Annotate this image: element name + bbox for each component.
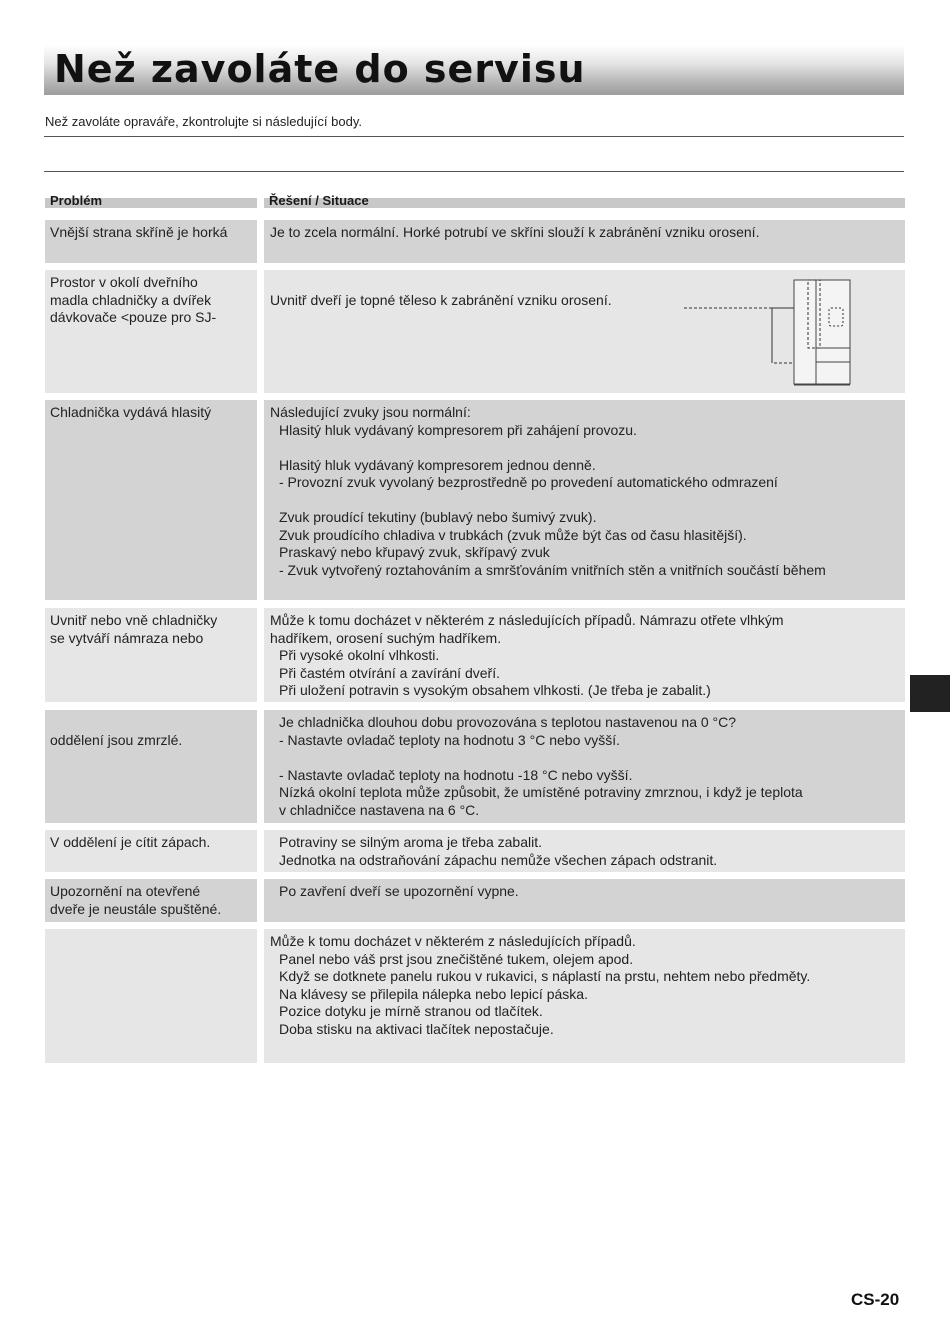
- solution-line: Následující zvuky jsou normální:: [270, 404, 471, 420]
- solution-line: Na klávesy se přilepila nálepka nebo lepicí páska.: [279, 985, 588, 1002]
- table-row-solution: [264, 879, 905, 922]
- page-number: CS-20: [851, 1290, 900, 1309]
- table-row-solution: [264, 710, 905, 823]
- solution-line: Potraviny se silným aroma je třeba zabalit.: [279, 834, 542, 850]
- solution-line: Zvuk proudícího chladiva v trubkách (zvuk může být čas od času hlasitější).: [279, 526, 747, 543]
- table-row-solution: [264, 929, 905, 1063]
- solution-line: Uvnitř dveří je topné těleso k zabránění vzniku orosení.: [270, 291, 612, 308]
- page-title: Než zavoláte do servisu: [54, 47, 586, 91]
- solution-line: hadříkem, orosení suchým hadříkem.: [270, 629, 502, 646]
- problem-line: Upozornění na otevřené: [50, 883, 201, 899]
- problem-line: oddělení jsou zmrzlé.: [50, 731, 183, 748]
- column-header-solution: [264, 193, 905, 208]
- table-row-problem: [45, 220, 257, 263]
- solution-line: Po zavření dveří se upozornění vypne.: [279, 883, 519, 899]
- solution-line: Při vysoké okolní vlhkosti.: [279, 647, 440, 663]
- solution-line: [270, 749, 899, 767]
- solution-line: [270, 439, 899, 457]
- table-row-problem: [45, 400, 257, 600]
- solution-line: Při častém otvírání a zavírání dveří.: [279, 664, 500, 681]
- solution-line: - Nastavte ovladač teploty na hodnotu -18 °C nebo vyšší.: [279, 766, 633, 783]
- table-row-problem: [45, 710, 257, 823]
- column-header-problem-label: Problém: [50, 193, 103, 208]
- problem-line: dávkovače <pouze pro SJ-: [50, 309, 217, 325]
- table-row-problem: [45, 830, 257, 872]
- problem-line: Prostor v okolí dveřního: [50, 274, 198, 290]
- intro-text: Než zavoláte opraváře, zkontrolujte si následující body.: [45, 114, 362, 129]
- table-row-solution: [264, 608, 905, 702]
- problem-line: [50, 714, 252, 732]
- solution-line: Může k tomu docházet v některém z následujících případů.: [270, 933, 636, 949]
- solution-line: Doba stisku na aktivaci tlačítek nepostačuje.: [279, 1020, 554, 1037]
- solution-line: Je chladnička dlouhou dobu provozována s teplotou nastavenou na 0 °C?: [279, 714, 737, 730]
- table-row-solution: [264, 400, 905, 600]
- solution-line: Když se dotknete panelu rukou v rukavici, s náplastí na prstu, nehtem nebo předměty.: [279, 968, 811, 984]
- table-row-problem: [45, 879, 257, 922]
- problem-line: V oddělení je cítit zápach.: [50, 834, 211, 850]
- problem-line: Vnější strana skříně je horká: [50, 224, 228, 240]
- solution-line: Zvuk proudící tekutiny (bublavý nebo šumivý zvuk).: [279, 509, 597, 525]
- fridge-diagram-icon: [682, 278, 862, 390]
- problem-line: madla chladničky a dvířek: [50, 291, 212, 308]
- table-row-problem: [45, 608, 257, 702]
- solution-line: Může k tomu docházet v některém z následujících případů. Námrazu otřete vlhkým: [270, 612, 784, 628]
- table-row-solution: [264, 220, 905, 263]
- table-row-problem: [45, 929, 257, 1063]
- solution-line: v chladničce nastavena na 6 °C.: [279, 801, 480, 818]
- solution-line: - Provozní zvuk vyvolaný bezprostředně po provedení automatického odmrazení: [279, 474, 778, 490]
- problem-line: se vytváří námraza nebo: [50, 629, 204, 646]
- title-bar: [44, 45, 904, 95]
- divider-top: [44, 136, 904, 137]
- column-header-solution-label: Řešení / Situace: [269, 193, 369, 208]
- solution-line: - Nastavte ovladač teploty na hodnotu 3 °C nebo vyšší.: [279, 731, 621, 748]
- section-tab-marker: [910, 675, 950, 712]
- solution-line: Pozice dotyku je mírně stranou od tlačítek.: [279, 1003, 543, 1019]
- problem-line: Chladnička vydává hlasitý: [50, 404, 212, 420]
- solution-line: Panel nebo váš prst jsou znečištěné tukem, olejem apod.: [279, 950, 634, 967]
- column-header-problem: [45, 193, 257, 208]
- solution-line: - Zvuk vytvořený roztahováním a smršťováním vnitřních stěn a vnitřních součástí během: [279, 561, 826, 578]
- solution-line: Praskavý nebo křupavý zvuk, skřípavý zvuk: [279, 544, 550, 560]
- solution-line: Při uložení potravin s vysokým obsahem vlhkosti. (Je třeba je zabalit.): [279, 682, 711, 698]
- solution-line: Je to zcela normální. Horké potrubí ve skříni slouží k zabránění vzniku orosení.: [270, 224, 760, 240]
- problem-line: Uvnitř nebo vně chladničky: [50, 612, 218, 628]
- solution-line: Hlasitý hluk vydávaný kompresorem jednou denně.: [279, 456, 596, 473]
- solution-line: Nízká okolní teplota může způsobit, že umístěné potraviny zmrznou, i když je teplota: [279, 784, 803, 800]
- divider-bottom: [44, 171, 904, 172]
- solution-line: Hlasitý hluk vydávaný kompresorem při zahájení provozu.: [279, 421, 637, 438]
- table-row-solution: [264, 830, 905, 872]
- solution-line: Jednotka na odstraňování zápachu nemůže všechen zápach odstranit.: [279, 851, 718, 868]
- table-row-problem: [45, 270, 257, 393]
- problem-line: dveře je neustále spuštěné.: [50, 900, 222, 917]
- solution-line: [270, 492, 899, 510]
